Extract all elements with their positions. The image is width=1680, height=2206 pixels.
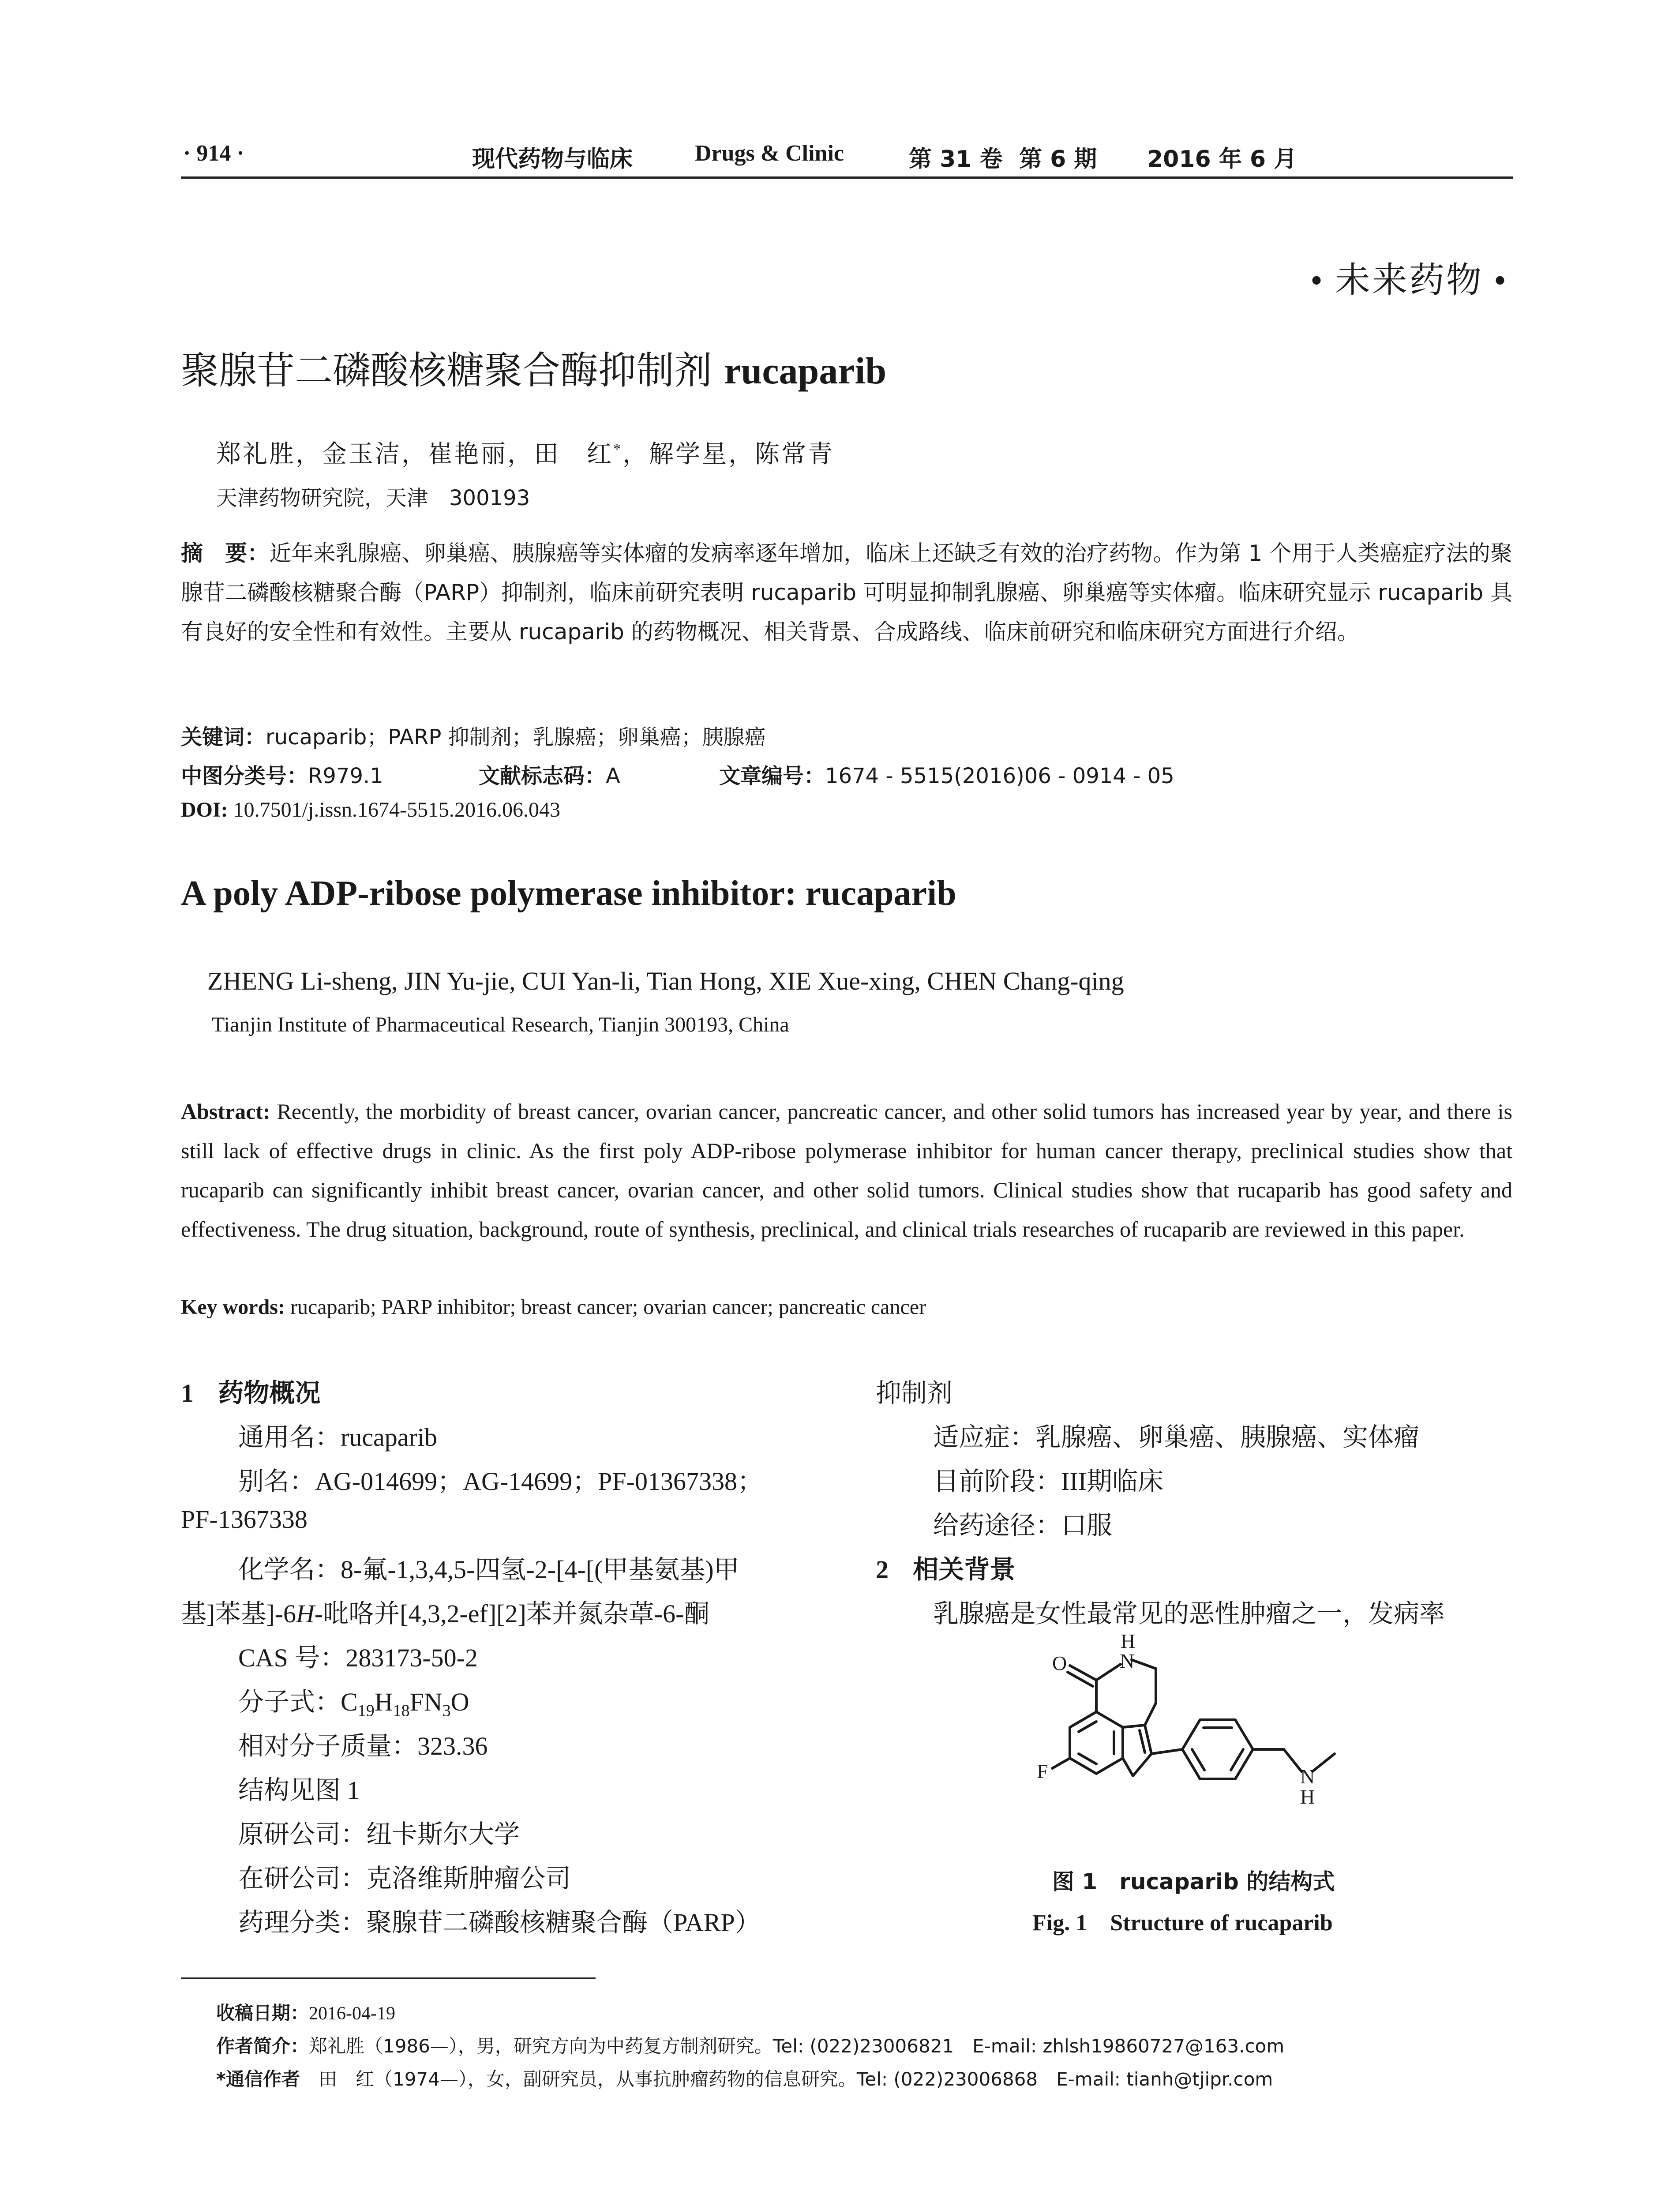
formula-h: H: [374, 1688, 393, 1716]
ch2-n-bond: [1284, 1749, 1301, 1771]
carbonyl-to-n-bond: [1096, 1664, 1121, 1680]
pharm-class-cont: 抑制剂: [876, 1379, 953, 1407]
n-methyl-bond: [1312, 1754, 1335, 1771]
cn-abstract-label: 摘 要：: [181, 540, 270, 566]
section-2-number: 2: [876, 1555, 889, 1584]
doc-code-line: [479, 759, 620, 789]
cn-keywords: [181, 720, 766, 750]
chem-name-line-1: 化学名：8-氟-1,3,4,5-四氢-2-[4-[(甲基氨基)甲: [238, 1555, 739, 1584]
current-stage: 目前阶段：III期临床: [933, 1467, 1163, 1496]
cn-authors-part1: 郑礼胜，金玉洁，崔艳丽，田 红: [216, 441, 613, 468]
cn-keywords-text: rucaparib；PARP 抑制剂；乳腺癌；卵巢癌；胰腺癌: [266, 725, 766, 750]
en-keywords: [181, 1295, 926, 1319]
benzene-double-bond-3: [1079, 1754, 1096, 1764]
journal-name-en: Drugs & Clinic: [695, 141, 844, 166]
en-keywords-text: rucaparib; PARP inhibitor; breast cancer; ovarian cancer; pancreatic cancer: [290, 1295, 926, 1319]
five-ring-bond-1: [1123, 1725, 1145, 1727]
atom-n-top: N: [1120, 1650, 1135, 1672]
figure-caption-cn: 图 1 rucaparib 的结构式: [1052, 1869, 1335, 1895]
formula-o: O: [450, 1688, 469, 1716]
formula-h-count: 18: [393, 1701, 410, 1720]
ch2-to-five-ring-bond: [1145, 1703, 1156, 1725]
footnote-rule: [181, 1977, 596, 1979]
formula-label: 分子式：: [238, 1688, 341, 1716]
section-2-heading: [876, 1549, 1015, 1586]
section-1-number: 1: [181, 1379, 194, 1407]
journal-name-cn: 现代药物与临床: [472, 146, 633, 173]
chem-name-italic: H: [296, 1599, 315, 1628]
five-ring-double-bond: [1140, 1730, 1145, 1752]
article-no-label: 文章编号：: [719, 764, 825, 788]
classification-line: [181, 759, 383, 789]
atom-n-bottom: N: [1300, 1765, 1315, 1788]
en-abstract-label: Abstract:: [181, 1099, 270, 1124]
n-to-ch2-bond: [1132, 1660, 1156, 1669]
atom-f: F: [1037, 1760, 1048, 1782]
article-no-line: [719, 759, 1174, 789]
structure-ref: 结构见图 1: [238, 1776, 360, 1805]
benzene-double-bond-1: [1079, 1722, 1096, 1732]
footnote-received: [216, 1999, 395, 2025]
en-title: A poly ADP-ribose polymerase inhibitor: rucaparib: [181, 874, 956, 913]
administration-route: 给药途径：口服: [933, 1511, 1113, 1540]
five-ring-bond-4: [1123, 1758, 1133, 1776]
received-label: 收稿日期：: [216, 2002, 309, 2024]
cn-keywords-label: 关键词：: [181, 725, 266, 750]
carbonyl-bond-2: [1068, 1672, 1093, 1686]
en-authors: ZHENG Li-sheng, JIN Yu-jie, CUI Yan-li, Tian Hong, XIE Xue-xing, CHEN Chang-qing: [207, 967, 1124, 995]
corresponding-mark: *: [613, 441, 622, 458]
atom-o: O: [1052, 1652, 1067, 1674]
class-no-label: 中图分类号：: [181, 764, 308, 788]
formula-fn: FN: [409, 1688, 442, 1716]
alias-line-1: 别名：AG-014699；AG-14699；PF-01367338；: [238, 1467, 763, 1496]
issue: 第 6 期: [1019, 146, 1097, 173]
cn-authors: [216, 435, 834, 470]
received-date: 2016-04-19: [309, 2003, 395, 2024]
molecular-weight: 相对分子质量：323.36: [238, 1732, 488, 1760]
developing-company: 在研公司：克洛维斯肿瘤公司: [238, 1864, 571, 1893]
doc-code-label: 文献标志码：: [479, 764, 606, 788]
cn-title: [181, 340, 886, 394]
chem-name-part2: -吡咯并[4,3,2-ef][2]苯并氮杂䓬-6-酮: [314, 1599, 710, 1628]
alias-line-2: PF-1367338: [181, 1505, 308, 1534]
rucaparib-structure-figure: [993, 1628, 1390, 1835]
generic-name: 通用名：rucaparib: [238, 1423, 437, 1452]
section-1-heading: [181, 1372, 320, 1409]
doi-label: DOI:: [181, 798, 228, 822]
doc-code-value: A: [606, 764, 620, 788]
page-number: · 914 ·: [183, 141, 244, 166]
cn-abstract: [181, 534, 1512, 652]
section-1-title: 药物概况: [218, 1378, 321, 1408]
background-text: 乳腺癌是女性最常见的恶性肿瘤之一，发病率: [933, 1599, 1445, 1628]
section-2-title: 相关背景: [913, 1554, 1016, 1584]
column-label: • 未来药物 •: [1310, 261, 1508, 300]
author-bio-label: 作者简介：: [216, 2035, 309, 2057]
phenyl-link-bond: [1151, 1749, 1182, 1754]
cn-affiliation: 天津药物研究院，天津 300193: [216, 486, 530, 510]
en-keywords-label: Key words:: [181, 1295, 285, 1319]
chem-name-part1: 基]苯基]-6: [181, 1599, 296, 1628]
footnote-author-bio: [216, 2032, 1284, 2058]
doi-line: [181, 798, 560, 822]
five-ring-bond-3: [1133, 1754, 1151, 1776]
article-no-value: 1674 - 5515(2016)06 - 0914 - 05: [825, 764, 1174, 788]
pharmacological-class: 药理分类：聚腺苷二磷酸核糖聚合酶（PARP）: [238, 1908, 761, 1937]
class-no-value: R979.1: [308, 764, 383, 788]
issue-date: 2016 年 6 月: [1147, 146, 1297, 173]
formula-n-count: 3: [442, 1701, 451, 1720]
en-affiliation: Tianjin Institute of Pharmaceutical Research, Tianjin 300193, China: [212, 1013, 789, 1036]
cas-number: CAS 号：283173-50-2: [238, 1643, 478, 1672]
corresponding-text: 田 红（1974—），女，副研究员，从事抗肿瘤药物的信息研究。Tel: (022)23006868 E-mail: tianh@tjipr.com: [300, 2068, 1273, 2090]
atom-h-bottom: H: [1300, 1786, 1315, 1808]
c-f-bond: [1052, 1758, 1070, 1768]
structure-atom-labels: [1037, 1630, 1315, 1808]
indication: 适应症：乳腺癌、卵巢癌、胰腺癌、实体瘤: [933, 1423, 1420, 1452]
cn-title-drug: rucaparib: [724, 349, 887, 392]
carbonyl-bond-1: [1070, 1666, 1096, 1680]
en-abstract: [181, 1092, 1512, 1249]
cn-abstract-text: 近年来乳腺癌、卵巢癌、胰腺癌等实体瘤的发病率逐年增加，临床上还缺乏有效的治疗药物。作为第 1 个用于人类癌症疗法的聚腺苷二磷酸核糖聚合酶（PARP）抑制剂，临床前研究表明 rucaparib 可明显抑制乳腺癌、卵巢癌等实体瘤。临床研究显示 rucaparib 具有良好的安全性和有效性。主要从 rucaparib 的药物概况、相关背景、合成路线、临床前研究和临床研究方面进行介绍。: [181, 540, 1512, 645]
en-abstract-text: Recently, the morbidity of breast cancer, ovarian cancer, pancreatic cancer, and other solid tumors has increased year by year, and there is still lack of effective drugs in clinic. As the first poly ADP-ribose polymerase inhibitor for human cancer therapy, preclinical studies show that rucaparib can significantly inhibit breast cancer, ovarian cancer, and other solid tumors. Clinical studies show that rucaparib has good safety and effectiveness. The drug situation, background, route of synthesis, preclinical, and clinical trials researches of rucaparib are reviewed in this paper.: [181, 1099, 1512, 1242]
atom-h-top: H: [1121, 1630, 1136, 1652]
molecular-formula: [238, 1681, 469, 1721]
volume: 第 31 卷: [909, 146, 1003, 173]
figure-caption-en: Fig. 1 Structure of rucaparib: [1032, 1910, 1333, 1936]
original-company: 原研公司：纽卡斯尔大学: [238, 1820, 520, 1849]
chem-name-line-2: [181, 1593, 709, 1630]
footnote-corresponding: [216, 2065, 1273, 2091]
cn-title-text: 聚腺苷二磷酸核糖聚合酶抑制剂: [181, 349, 712, 393]
cn-authors-part2: ，解学星，陈常青: [622, 441, 834, 468]
header-rule: [181, 176, 1513, 179]
corresponding-label: *通信作者: [216, 2068, 300, 2090]
five-ring-bond-2: [1145, 1725, 1151, 1754]
formula-c-count: 19: [357, 1701, 375, 1720]
author-bio-text: 郑礼胜（1986—），男，研究方向为中药复方制剂研究。Tel: (022)23006821 E-mail: zhlsh19860727@163.com: [309, 2035, 1285, 2057]
formula-c: C: [341, 1688, 358, 1716]
doi-value: 10.7501/j.issn.1674-5515.2016.06.043: [233, 798, 561, 822]
structure-bonds: [1052, 1660, 1335, 1779]
